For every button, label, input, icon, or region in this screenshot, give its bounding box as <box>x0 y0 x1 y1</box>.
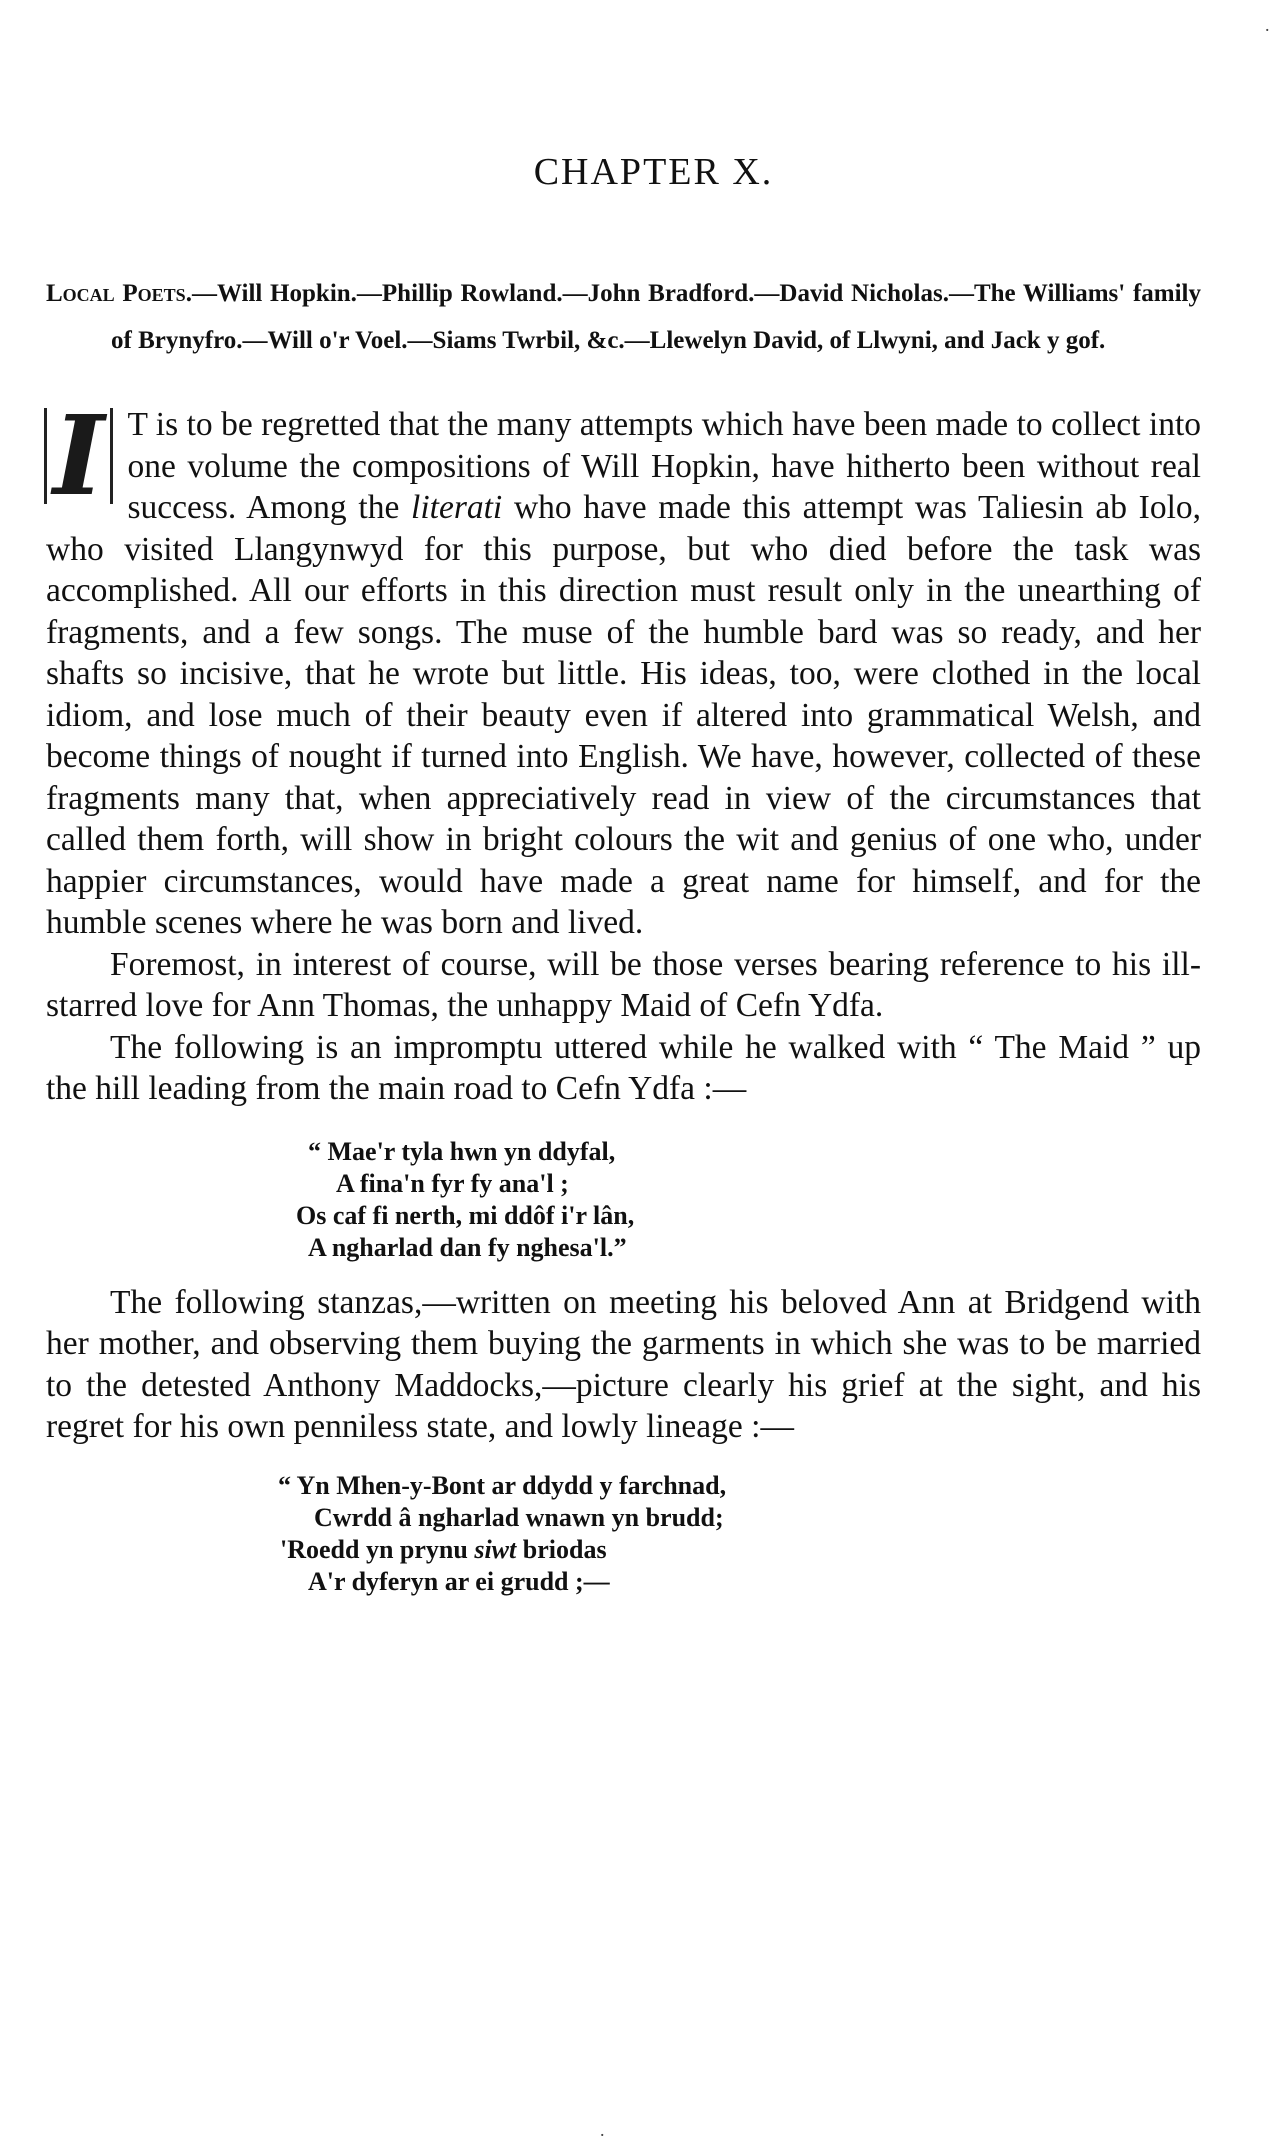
verse-1-line-2: A fina'n fyr fy ana'l ; <box>336 1168 569 1198</box>
verse-1-line-4: A ngharlad dan fy nghesa'l.” <box>308 1232 627 1262</box>
synopsis-lead: Local Poets. <box>46 280 192 307</box>
book-page <box>46 150 1201 1616</box>
verse-1-line-1: “ Mae'r tyla hwn yn ddyfal, <box>308 1136 616 1166</box>
verse-2 <box>46 1470 1201 1598</box>
verse-1 <box>46 1136 1201 1264</box>
verse-2-line-3-italic: siwt <box>474 1534 517 1564</box>
paragraph-2: Foremost, in interest of course, will be those verses bearing reference to his ill-starred love for Ann Thomas, the unhappy Maid of Cefn Ydfa. <box>46 945 1201 1024</box>
paragraph-1-italic: literati <box>411 489 503 526</box>
paragraph-1-text-before: T is to be regretted that the many attempts which have been made to collect into one volume the compositions of Will Hopkin, have hitherto been without real success. Among the <box>127 406 1201 526</box>
paragraph-1 <box>46 391 1201 944</box>
page-speck: . <box>1265 15 1274 35</box>
chapter-synopsis <box>46 270 1201 364</box>
paragraph-3: The following is an impromptu uttered while he walked with “ The Maid ” up the hill leading from the main road to Cefn Ydfa :— <box>46 1028 1201 1107</box>
verse-2-line-2: Cwrdd â ngharlad wnawn yn brudd; <box>314 1502 724 1532</box>
verse-2-line-3-before: 'Roedd yn prynu <box>280 1534 475 1564</box>
verse-2-line-3-after: briodas <box>516 1534 607 1564</box>
verse-2-line-4: A'r dyferyn ar ei grudd ;— <box>308 1566 610 1596</box>
synopsis-text: —Will Hopkin.—Phillip Rowland.—John Bradford.—David Nicholas.—The Williams' family of Brynyfro.—Will o'r Voel.—Siams Twrbil, &c.—Llewelyn David, of Llwyni, and Jack y gof. <box>111 280 1201 354</box>
page-speck: . <box>600 2120 609 2140</box>
verse-2-line-1: “ Yn Mhen-y-Bont ar ddydd y farchnad, <box>278 1470 727 1500</box>
paragraph-4: The following stanzas,—written on meeting his beloved Ann at Bridgend with her mother, and observing them buying the garments in which she was to be married to the detested Anthony Maddocks,—picture clearly his grief at the sight, and his regret for his own penniless state, and lowly lineage :— <box>46 1283 1201 1445</box>
verse-2-line-3 <box>46 1534 1201 1566</box>
paragraph-1-text-after: who have made this attempt was Taliesin ab Iolo, who visited Llangynwyd for this purpose, but who died before the task was accomplished. All our efforts in this direction must result only in the unearthing of fragments, and a few songs. The muse of the humble bard was so ready, and her shafts so incisive, that he wrote but little. His ideas, too, were clothed in the local idiom, and lose much of their beauty even if altered into grammatical Welsh, and become things of nought if turned into English. We have, however, collected of these fragments many that, when appreciatively read in view of the circumstances that called them forth, will show in bright colours the wit and genius of one who, under happier circumstances, would have made a great name for himself, and for the humble scenes where he was born and lived. <box>46 489 1201 941</box>
chapter-title: CHAPTER X. <box>533 151 774 193</box>
drop-cap-initial: I <box>44 408 113 504</box>
verse-1-line-3: Os caf fi nerth, mi ddôf i'r lân, <box>296 1200 635 1230</box>
